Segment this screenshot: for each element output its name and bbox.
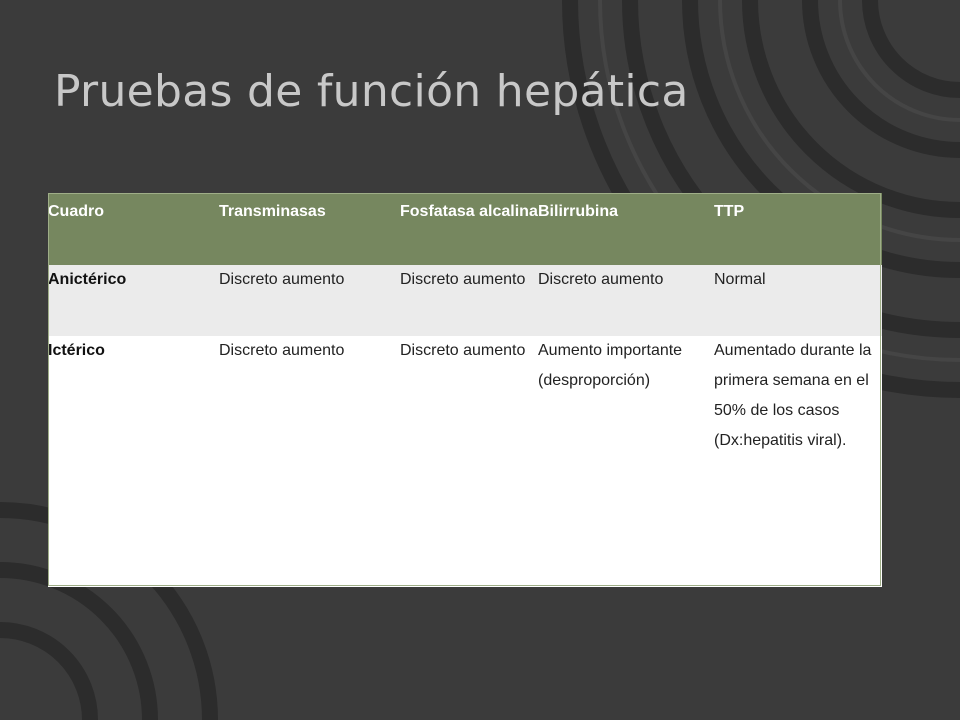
table-row [48, 336, 882, 587]
table-header-row [48, 193, 882, 265]
header-cuadro: Cuadro [48, 203, 104, 220]
header-fosfatasa-alcalina: Fosfatasa alcalina [400, 203, 538, 220]
table-cell: Normal [714, 271, 766, 288]
table-cell: Discreto aumento [400, 271, 526, 288]
liver-function-table [48, 193, 882, 587]
header-bilirrubina: Bilirrubina [538, 203, 619, 220]
header-transminasas: Transminasas [219, 203, 326, 220]
header-ttp: TTP [714, 203, 745, 220]
row-label: Ictérico [48, 342, 105, 359]
table-row [48, 265, 882, 336]
slide-title: Pruebas de función hepática [54, 66, 689, 117]
table-cell: Discreto aumento [219, 271, 345, 288]
table-cell: Discreto aumento [219, 342, 345, 359]
table-cell: Aumento importante (desproporción) [538, 342, 683, 389]
table-cell: Discreto aumento [538, 271, 664, 288]
row-label: Anictérico [48, 271, 127, 288]
table-cell: Aumentado durante la primera semana en el 50% de los casos (Dx:hepatitis viral). [714, 342, 872, 449]
table-cell: Discreto aumento [400, 342, 526, 359]
